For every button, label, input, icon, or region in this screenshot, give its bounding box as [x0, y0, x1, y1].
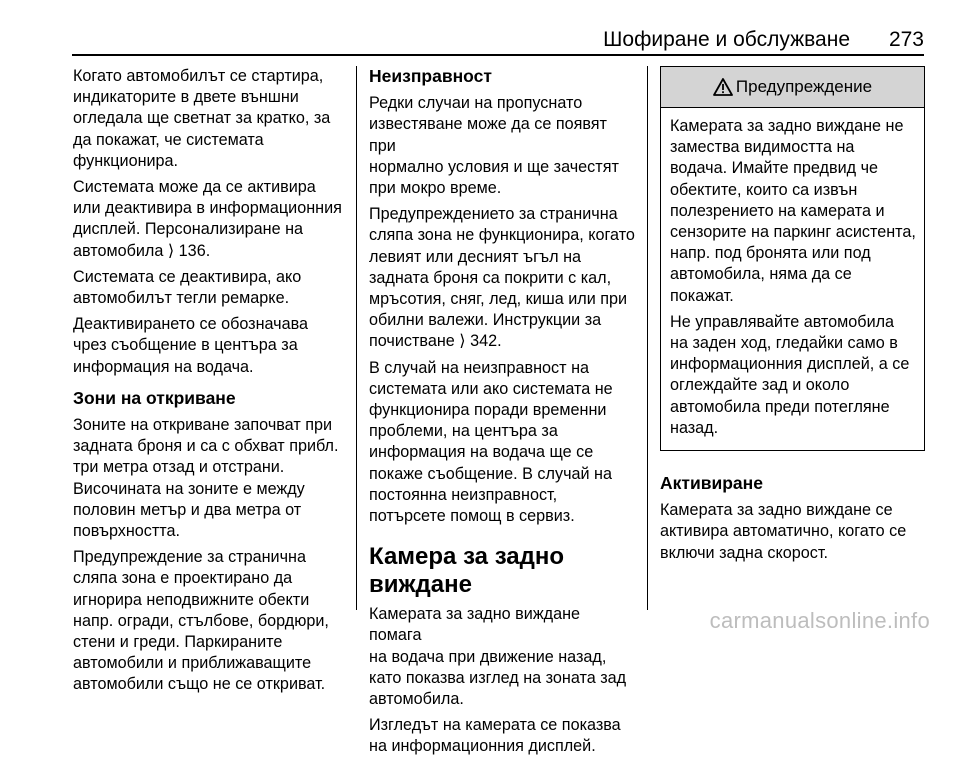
warning-box	[660, 66, 925, 451]
header-rule	[72, 54, 924, 56]
paragraph: Зоните на откриване започват при задната броня и са с обхват прибл. три метра отзад и отстрани. Височината на зоните е между половин метър и два метра от повърхността.	[73, 416, 339, 541]
paragraph: Предупреждението за странична сляпа зона не функционира, когато левият или десният ъгъл на задната броня са покрити с кал, мръсотия, сняг, лед, киша или при обилни валежи. Инструкции за почистване ⟩ 342.	[369, 205, 635, 351]
page-number: 273	[888, 28, 924, 51]
section-heading-fault: Неизправност	[369, 66, 492, 86]
paragraph: Когато автомобилът се стартира, индикаторите в двете външни огледала ще светнат за кратко, за да покажат, че системата функционира.	[73, 67, 331, 170]
paragraph: Системата се деактивира, ако автомобилът тегли ремарке.	[73, 267, 302, 308]
section-heading-activation: Активиране	[660, 473, 763, 494]
column-1	[73, 66, 345, 701]
section-heading-zones: Зони на откриване	[73, 387, 236, 408]
watermark: carmanualsonline.info	[709, 608, 930, 633]
paragraph: Камерата за задно виждане се активира автоматично, когато се включи задна скорост.	[660, 501, 907, 562]
warning-title: Предупреждение	[735, 77, 873, 97]
paragraph: В случай на неизправност на системата или ако системата не функционира поради временни проблеми, на центъра за информация на водача ще се покаже съобщение. В случай на постоянна неизправност, потърсете помощ в сервиз.	[369, 358, 613, 526]
warning-triangle-icon	[713, 78, 733, 96]
column-divider-2	[647, 66, 648, 610]
paragraph: Деактивирането се обозначава чрез съобщение в центъра за информация на водача.	[73, 315, 309, 376]
paragraph: Системата може да се активира или деактивира в информационния дисплей. Персонализиране на автомобила ⟩ 136.	[73, 178, 342, 260]
paragraph: Не управлявайте автомобила на заден ход, гледайки само в информационния дисплей, а се оглеждайте зад и около автомобила преди потегляне назад.	[670, 312, 910, 437]
chapter-title: Шофиране и обслужване	[603, 28, 850, 51]
paragraph: Изгледът на камерата се показва на информационния дисплей.	[369, 716, 621, 756]
column-3	[660, 66, 925, 569]
page-header	[0, 24, 960, 54]
paragraph: Предупреждение за странична сляпа зона е проектирано да игнорира неподвижните обекти напр. огради, стълбове, бордюри, стени и греди. Паркираните автомобили и приближаващите автомобили също не се откриват.	[73, 548, 329, 694]
paragraph: Камерата за задно виждане помага на водача при движение назад, като показва изглед на зоната зад автомобила.	[369, 605, 627, 709]
paragraph: Камерата за задно виждане не замества видимостта на водача. Имайте предвид че обектите, които са извън полезрението на камерата и сензорите на паркинг асистента, напр. под бронята или под автомобила, няма да се покажат.	[670, 117, 916, 305]
column-divider-1	[356, 66, 357, 610]
paragraph: Редки случаи на пропуснато известяване може да се появят при нормално условия и ще зачестят при мокро време.	[369, 94, 619, 198]
chapter-heading-camera: Камера за задно виждане	[369, 543, 565, 599]
column-2	[369, 66, 635, 763]
warning-header	[661, 67, 924, 108]
warning-body	[661, 108, 924, 450]
